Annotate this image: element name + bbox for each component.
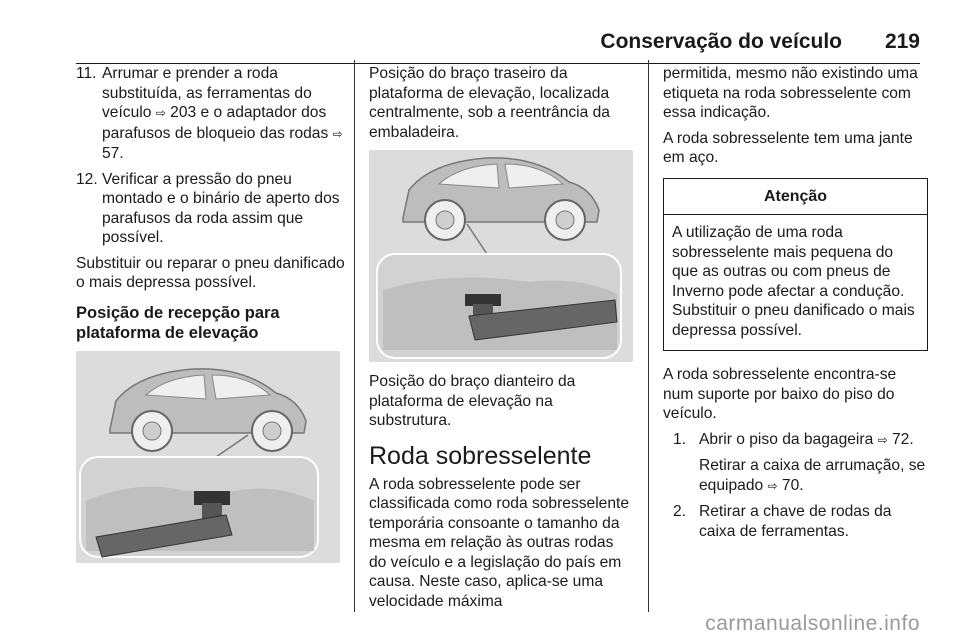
illustration-lift-front <box>369 150 633 362</box>
car-lift-illustration <box>369 150 633 362</box>
page-ref-link[interactable]: 203 <box>170 104 197 121</box>
arrow-ref-icon: ⇨ <box>877 432 888 447</box>
illustration-lift-rear <box>76 351 340 563</box>
paragraph: A roda sobresselente pode ser classificada como roda sobresselente temporária consoante o tamanho da mesma em relação às outras rodas do veículo e a legislação do país em causa. Neste caso, aplica-se uma velocidade máxima <box>369 475 630 610</box>
paragraph: Substituir ou reparar o pneu danificado o mais depressa possível. <box>76 254 345 291</box>
page-number: 219 <box>884 30 920 53</box>
list-item <box>76 64 346 164</box>
column-3 <box>663 64 928 547</box>
caption-front-arm: Posição do braço dianteiro da plataforma de elevação na substrutura. <box>369 373 576 429</box>
item-number: 2. <box>673 503 687 520</box>
sub-step-text: Retirar a caixa de arrumação, se equipado <box>699 457 926 494</box>
page-ref-link[interactable]: 57 <box>102 145 120 162</box>
car-lift-illustration <box>76 351 340 563</box>
sub-step-end: . <box>799 476 804 494</box>
item-text-end: . <box>119 145 124 162</box>
item-number: 12. <box>76 170 98 188</box>
column-divider <box>648 60 649 612</box>
section-heading: Roda sobresselente <box>369 441 592 470</box>
arrow-ref-icon: ⇨ <box>332 126 343 141</box>
column-2 <box>369 64 634 617</box>
subheading: Posição de recepção para plataforma de elevação <box>76 303 280 342</box>
section-title: Conservação do veículo <box>600 30 842 53</box>
page-ref-link[interactable]: 70 <box>781 476 800 494</box>
paragraph: A roda sobresselente tem uma jante em aço. <box>663 129 913 166</box>
arrow-ref-icon: ⇨ <box>767 478 778 493</box>
item-number: 1. <box>673 430 687 448</box>
arrow-ref-icon: ⇨ <box>155 106 166 120</box>
list-item <box>673 430 928 451</box>
paragraph: A roda sobresselente encontra-se num suporte por baixo do piso do veículo. <box>663 366 897 422</box>
list-item <box>673 502 928 541</box>
item-number: 11. <box>76 65 97 82</box>
item-text: Retirar a chave de rodas da caixa de ferramentas. <box>699 503 892 540</box>
item-text: e o adaptador dos parafusos de bloqueio das rodas <box>102 104 333 142</box>
warning-box <box>663 178 928 352</box>
sub-step <box>673 456 928 496</box>
watermark: carmanualsonline.info <box>705 612 920 635</box>
item-text: Arrumar e prender a roda substituída, as ferramentas do veículo <box>102 65 312 121</box>
item-text: Verificar a pressão do pneu montado e o binário de aperto dos parafusos da roda assim que possível. <box>102 170 340 246</box>
column-1 <box>76 64 346 573</box>
item-text-end: . <box>909 430 914 448</box>
list-item <box>76 170 346 248</box>
paragraph: permitida, mesmo não existindo uma etiqueta na roda sobresselente com essa indicação. <box>663 65 918 121</box>
page-ref-link[interactable]: 72 <box>891 430 910 448</box>
warning-title: Atenção <box>664 179 927 216</box>
caption-rear-arm: Posição do braço traseiro da plataforma de elevação, localizada centralmente, sob a reentrância da embaladeira. <box>369 65 610 141</box>
page-header <box>76 22 920 52</box>
warning-body: A utilização de uma roda sobresselente mais pequena do que as outras ou com pneus de Inverno pode afectar a condução. Substituir o pneu danificado o mais depressa possível. <box>672 224 915 339</box>
column-divider <box>354 60 355 612</box>
item-text: Abrir o piso da bagageira <box>699 430 878 448</box>
